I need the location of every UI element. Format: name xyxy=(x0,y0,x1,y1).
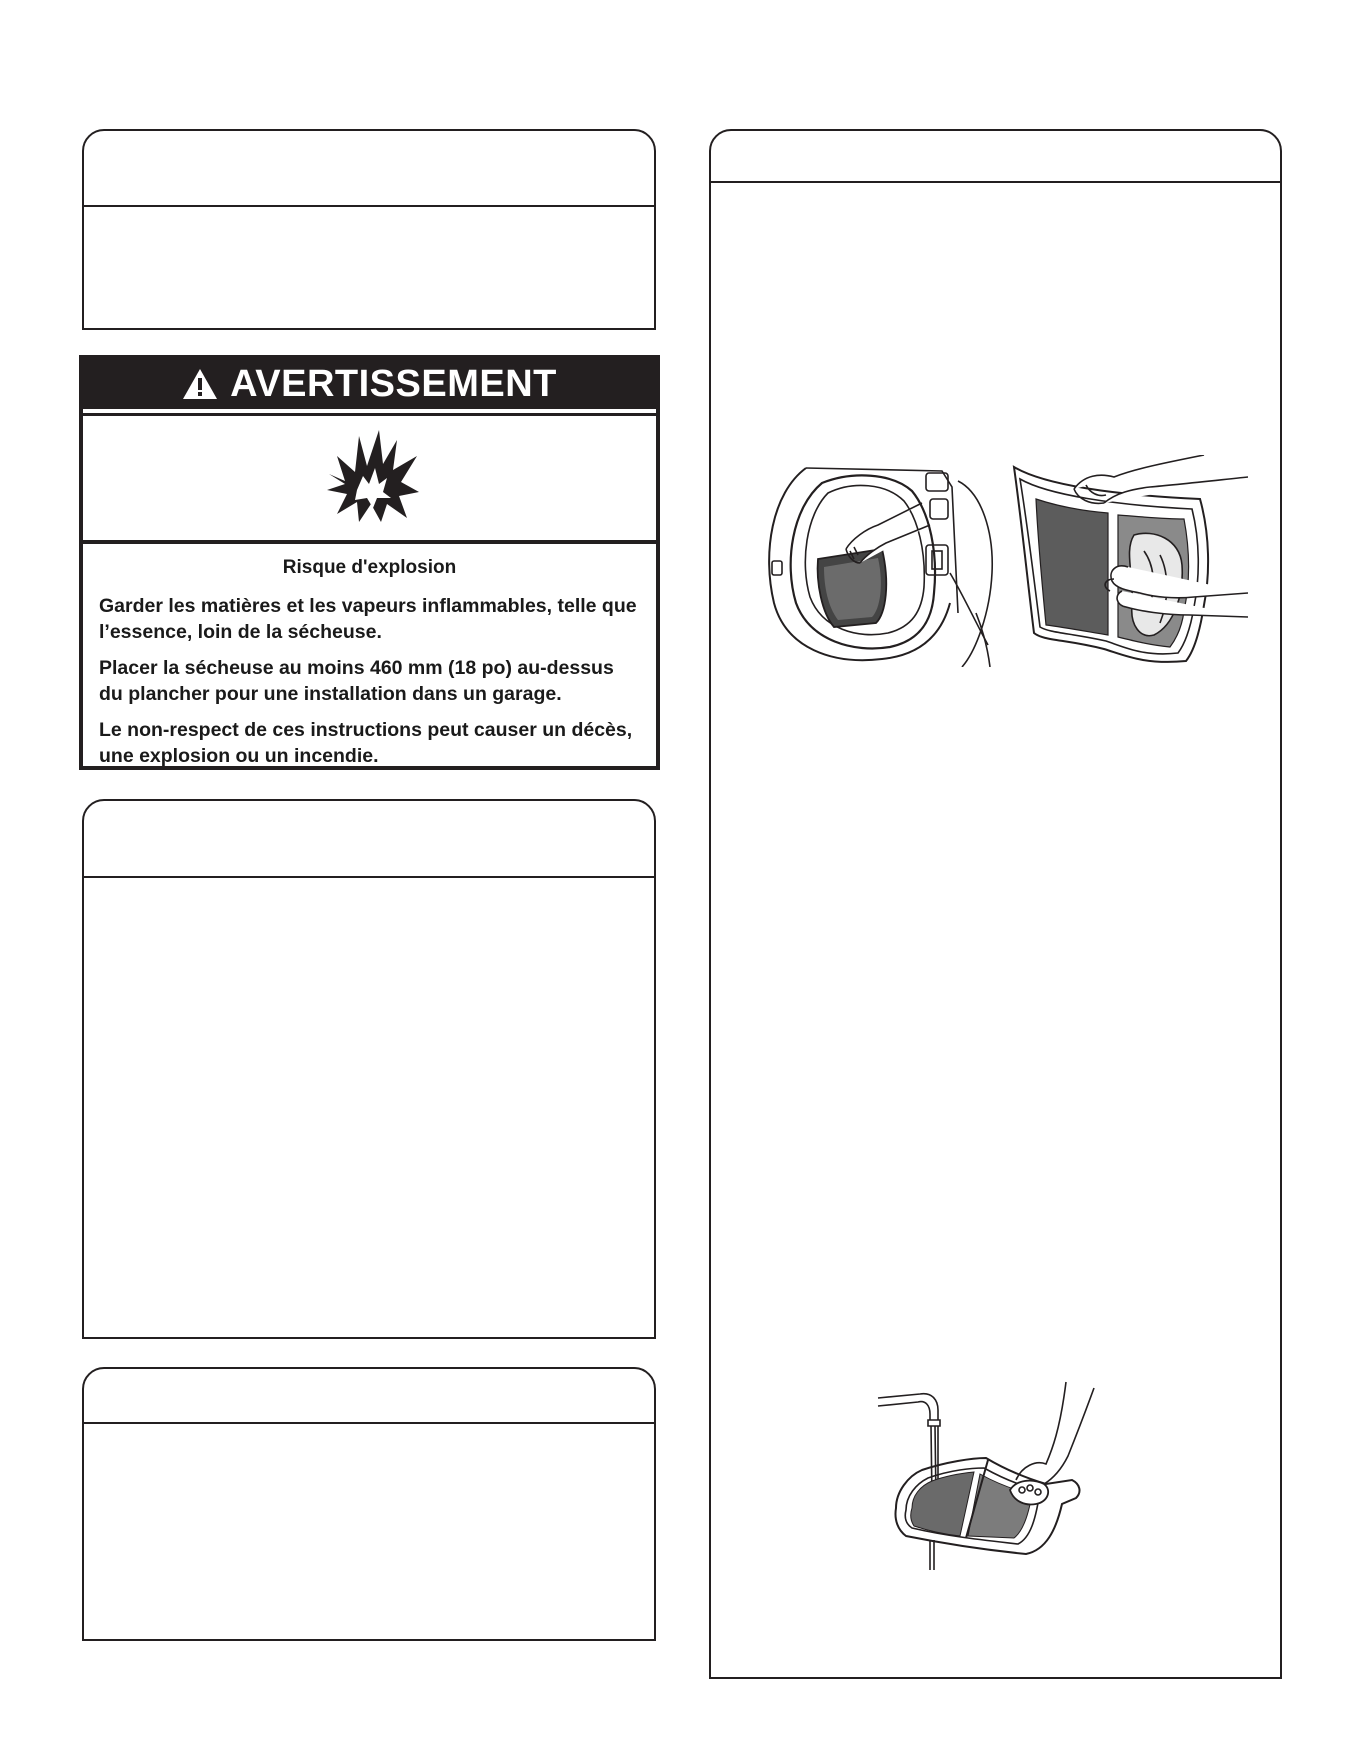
warning-paragraph: Le non-respect de ces instructions peut causer un décès, une explosion ou un incendie. xyxy=(99,719,633,767)
warning-box xyxy=(79,355,660,770)
bottom-left-panel xyxy=(82,1367,656,1641)
risk-title: Risque d'explosion xyxy=(282,557,457,578)
dryer-door-lint-screen-illustration xyxy=(762,463,994,667)
warning-paragraph: Garder les matières et les vapeurs inflammables, telle que l’essence, loin de la sécheuse. xyxy=(99,595,637,643)
top-left-panel-header xyxy=(84,131,654,207)
warning-triangle-icon xyxy=(182,368,218,400)
explosion-icon xyxy=(323,426,423,526)
lint-screen-hands-illustration xyxy=(1004,455,1248,669)
right-panel-header xyxy=(711,131,1280,183)
warning-paragraph: Placer la sécheuse au moins 460 mm (18 po) au-dessus du plancher pour une installation dans un garage. xyxy=(99,657,614,705)
washing-lint-screen-illustration xyxy=(876,1380,1096,1570)
top-left-panel xyxy=(82,129,656,330)
warning-symbol-area xyxy=(83,413,656,544)
middle-left-panel-header xyxy=(84,801,654,878)
warning-text xyxy=(83,541,656,779)
warning-banner xyxy=(83,359,656,409)
bottom-left-panel-header xyxy=(84,1369,654,1424)
middle-left-panel xyxy=(82,799,656,1339)
warning-banner-label: AVERTISSEMENT xyxy=(230,362,557,405)
